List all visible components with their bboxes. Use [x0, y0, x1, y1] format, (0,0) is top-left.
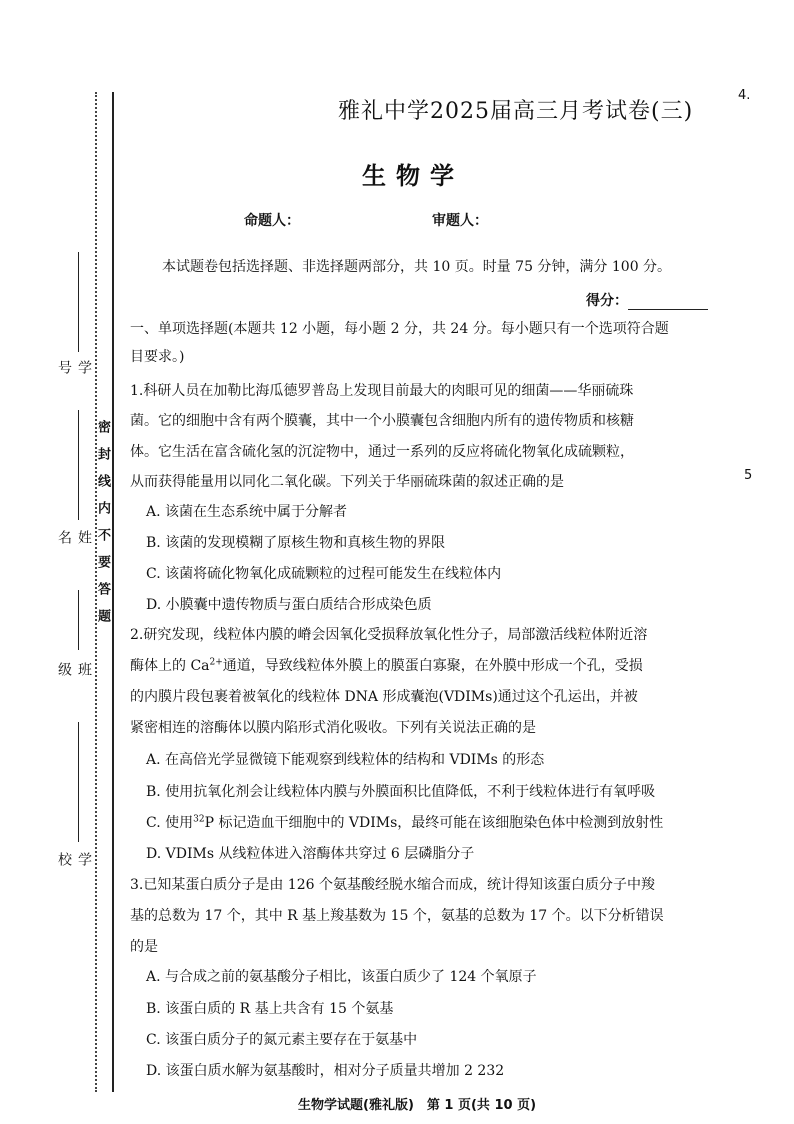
q2-stem-line: 紧密相连的溶酶体以膜内陷形式消化吸收。下列有关说法正确的是 — [130, 720, 536, 736]
subject-title: 生物学 — [362, 162, 464, 190]
q1-option-a: A. 该菌在生态系统中属于分解者 — [146, 504, 348, 520]
q2-option-d: D. VDIMs 从线粒体进入溶酶体共穿过 6 层磷脂分子 — [146, 846, 475, 862]
author-label: 命题人： — [244, 213, 300, 229]
q3-stem-line: 3.已知某蛋白质分子是由 126 个氨基酸经脱水缩合而成，统计得知该蛋白质分子中羧 — [130, 877, 655, 893]
exam-intro: 本试题卷包括选择题、非选择题两部分，共 10 页。时量 75 分钟，满分 100 分。 — [162, 259, 672, 275]
q2-isotope-mass: 32 — [193, 814, 205, 825]
q2-stem-line: 的内膜片段包裹着被氧化的线粒体 DNA 形成囊泡(VDIMs)通过这个孔运出，并被 — [130, 689, 638, 705]
exam-title: 雅礼中学2025届高三月考试卷(三) — [338, 99, 694, 124]
reviewer-label: 审题人： — [432, 213, 488, 229]
student-id-label: 学号 — [56, 360, 92, 374]
section-heading: 一、单项选择题(本题共 12 小题，每小题 2 分，共 24 分。每小题只有一个选项符合题 — [130, 321, 669, 337]
q2-ion-charge: 2+ — [209, 657, 223, 668]
q3-stem-line: 基的总数为 17 个，其中 R 基上羧基数为 15 个，氨基的总数为 17 个。以下分析错误 — [130, 908, 664, 924]
class-label: 班级 — [56, 662, 92, 676]
q1-stem-line: 从而获得能量用以同化二氧化碳。下列关于华丽硫珠菌的叙述正确的是 — [130, 474, 564, 490]
corner-mark-top: 4. — [738, 88, 751, 103]
q2-option-c — [146, 814, 663, 832]
q3-option-b: B. 该蛋白质的 R 基上共含有 15 个氨基 — [146, 1001, 394, 1017]
q2-option-a: A. 在高倍光学显微镜下能观察到线粒体的结构和 VDIMs 的形态 — [146, 752, 545, 768]
score-field — [586, 290, 708, 310]
q2-option-b: B. 使用抗氧化剂会让线粒体内膜与外膜面积比值降低，不利于线粒体进行有氧呼吸 — [146, 784, 656, 800]
q3-option-c: C. 该蛋白质分子的氮元素主要存在于氨基中 — [146, 1032, 418, 1048]
q2-option-c-text: C. 使用 — [146, 815, 194, 831]
section-heading-cont: 目要求。) — [130, 349, 185, 365]
q2-stem-line: 2.研究发现，线粒体内膜的嵴会因氧化受损释放氧化性分子，局部激活线粒体附近溶 — [130, 627, 648, 643]
q1-stem-line: 体。它生活在富含硫化氢的沉淀物中，通过一系列的反应将硫化物氧化成硫颗粒， — [130, 444, 634, 460]
q1-stem-line: 菌。它的细胞中含有两个膜囊，其中一个小膜囊包含细胞内所有的遗传物质和核糖 — [130, 413, 634, 429]
school-label: 学校 — [56, 852, 92, 866]
score-blank[interactable] — [628, 295, 708, 310]
page-footer: 生物学试题(雅礼版) 第 1 页(共 10 页) — [298, 1098, 537, 1113]
binding-notice: 密封线内不要答题 — [95, 420, 110, 636]
q3-stem-line: 的是 — [130, 939, 158, 955]
q1-option-c: C. 该菌将硫化物氧化成硫颗粒的过程可能发生在线粒体内 — [146, 566, 502, 582]
q1-option-b: B. 该菌的发现模糊了原核生物和真核生物的界限 — [146, 535, 446, 551]
q2-stem-text: 酶体上的 Ca — [130, 658, 210, 674]
school-blank[interactable] — [78, 722, 79, 842]
q1-stem-line: 1.科研人员在加勒比海瓜德罗普岛上发现目前最大的肉眼可见的细菌——华丽硫珠 — [130, 383, 634, 399]
q3-option-a: A. 与合成之前的氨基酸分子相比，该蛋白质少了 124 个氧原子 — [146, 969, 537, 985]
q2-option-c-text: P 标记造血干细胞中的 VDIMs，最终可能在该细胞染色体中检测到放射性 — [204, 815, 664, 831]
q2-stem-text: 通道，导致线粒体外膜上的膜蛋白寡聚，在外膜中形成一个孔，受损 — [222, 658, 643, 674]
binding-solid-line — [112, 92, 114, 1092]
q2-stem-line — [130, 657, 643, 675]
name-blank[interactable] — [78, 410, 79, 520]
class-blank[interactable] — [78, 590, 79, 650]
corner-mark-right: 5 — [744, 468, 753, 483]
name-label: 姓名 — [56, 530, 92, 544]
q3-option-d: D. 该蛋白质水解为氨基酸时，相对分子质量共增加 2 232 — [146, 1063, 505, 1079]
student-id-blank[interactable] — [78, 252, 79, 352]
score-label: 得分： — [586, 293, 628, 309]
q1-option-d: D. 小膜囊中遗传物质与蛋白质结合形成染色质 — [146, 597, 432, 613]
